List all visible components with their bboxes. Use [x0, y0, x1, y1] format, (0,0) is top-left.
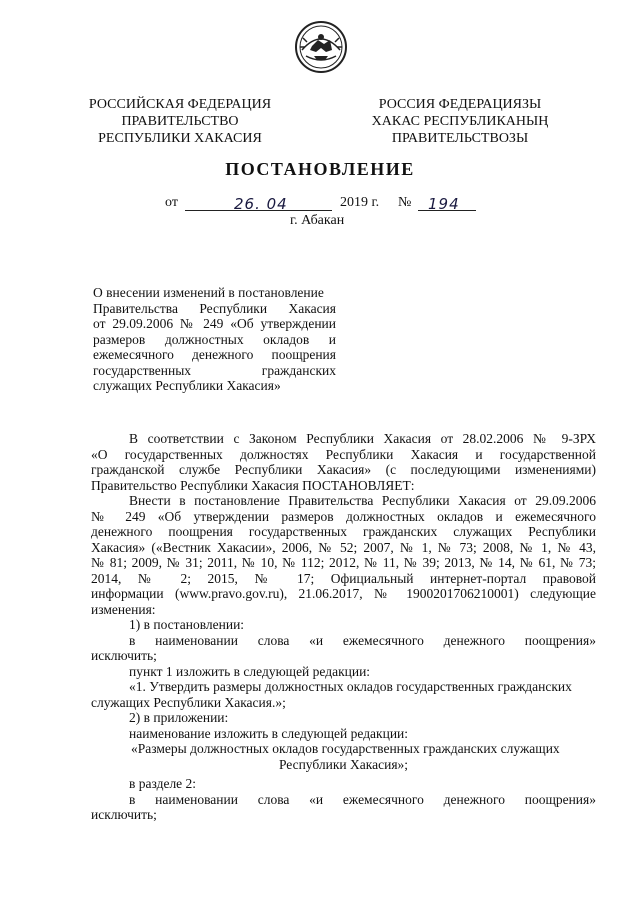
subject-block: [93, 285, 336, 394]
body-line: в разделе 2:: [129, 776, 197, 791]
body-line: В соответствии с Законом Республики Хакасия от 28.02.2006 № 9-ЗРХ: [129, 431, 596, 446]
header-left-line: РЕСПУБЛИКИ ХАКАСИЯ: [98, 131, 262, 146]
body-line: исключить;: [91, 648, 157, 663]
date-number-line: [160, 195, 500, 213]
body-line: наименование изложить в следующей редакции:: [129, 725, 409, 741]
header-left-block: [80, 96, 280, 147]
subject-line: Правительства Республики Хакасия: [93, 300, 336, 316]
body-line: в наименовании слова «и ежемесячного денежного поощрения»: [129, 791, 596, 807]
date-from-label: от: [165, 195, 178, 210]
coat-of-arms-emblem: [294, 20, 348, 74]
header-right-line: ХАКАС РЕСПУБЛИКАНЫҢ: [371, 114, 549, 129]
body-line: Хакасия» («Вестник Хакасии», 2006, № 52; 2007, № 1, № 73; 2008, № 1, № 43,: [91, 539, 596, 555]
body-line: Республики Хакасия»;: [278, 756, 409, 772]
body-line: № 81; 2009, № 31; 2011, № 10, № 112; 2012, № 11, № 39; 2013, № 14, № 61, № 73;: [91, 555, 596, 570]
number-sign: №: [398, 195, 412, 210]
document-title: ПОСТАНОВЛЕНИЕ: [225, 159, 415, 179]
body-line: Внести в постановление Правительства Республики Хакасия от 29.09.2006: [129, 493, 596, 508]
body-line: Правительство Республики Хакасия ПОСТАНОВЛЯЕТ:: [91, 477, 415, 493]
city-label: г. Абакан: [290, 213, 345, 228]
header-right-line: РОССИЯ ФЕДЕРАЦИЯЗЫ: [378, 97, 542, 112]
body-line: изменения:: [91, 601, 156, 617]
body-line: 2) в приложении:: [129, 710, 229, 725]
body-line: исключить;: [91, 807, 157, 822]
subject-line: ежемесячного денежного поощрения: [93, 347, 336, 362]
body-line: «1. Утвердить размеры должностных окладов государственных гражданских: [129, 679, 572, 694]
number-handwritten: 194: [428, 195, 460, 213]
body-line: 2014, № 2; 2015, № 17; Официальный интернет-портал правовой: [91, 570, 596, 586]
body-line: денежного поощрения государственных гражданских служащих Республики: [91, 524, 596, 539]
subject-line: служащих Республики Хакасия»: [93, 378, 281, 393]
header-right-block: [360, 96, 560, 147]
body-line: «О государственных должностях Республики Хакасия и государственной: [91, 446, 596, 462]
subject-line: от 29.09.2006 № 249 «Об утверждении: [93, 316, 336, 331]
subject-line: размеров должностных окладов и: [93, 331, 336, 347]
header-left-line: РОССИЙСКАЯ ФЕДЕРАЦИЯ: [88, 97, 272, 112]
year-label: 2019 г.: [340, 195, 380, 210]
subject-line: государственных гражданских: [93, 362, 336, 378]
body-line: № 249 «Об утверждении размеров должностных окладов и ежемесячного: [91, 508, 596, 524]
body-line: 1) в постановлении:: [129, 617, 245, 632]
body-line: служащих Республики Хакасия.»;: [91, 694, 286, 710]
date-handwritten: 26. 04: [234, 195, 288, 213]
header-right-line: ПРАВИТЕЛЬСТВОЗЫ: [391, 131, 529, 146]
body-line: информации (www.pravo.gov.ru), 21.06.2017, № 1900201706210001) следующие: [91, 586, 596, 601]
body-line: гражданской службе Республики Хакасия» (с последующими изменениями): [91, 462, 596, 477]
body-line: в наименовании слова «и ежемесячного денежного поощрения»: [129, 632, 596, 648]
header-left-line: ПРАВИТЕЛЬСТВО: [121, 114, 239, 129]
body-line: «Размеры должностных окладов государственных гражданских служащих: [131, 741, 560, 756]
body-line: пункт 1 изложить в следующей редакции:: [129, 663, 371, 679]
subject-line: О внесении изменений в постановление: [93, 285, 324, 300]
document-body: [91, 431, 596, 823]
